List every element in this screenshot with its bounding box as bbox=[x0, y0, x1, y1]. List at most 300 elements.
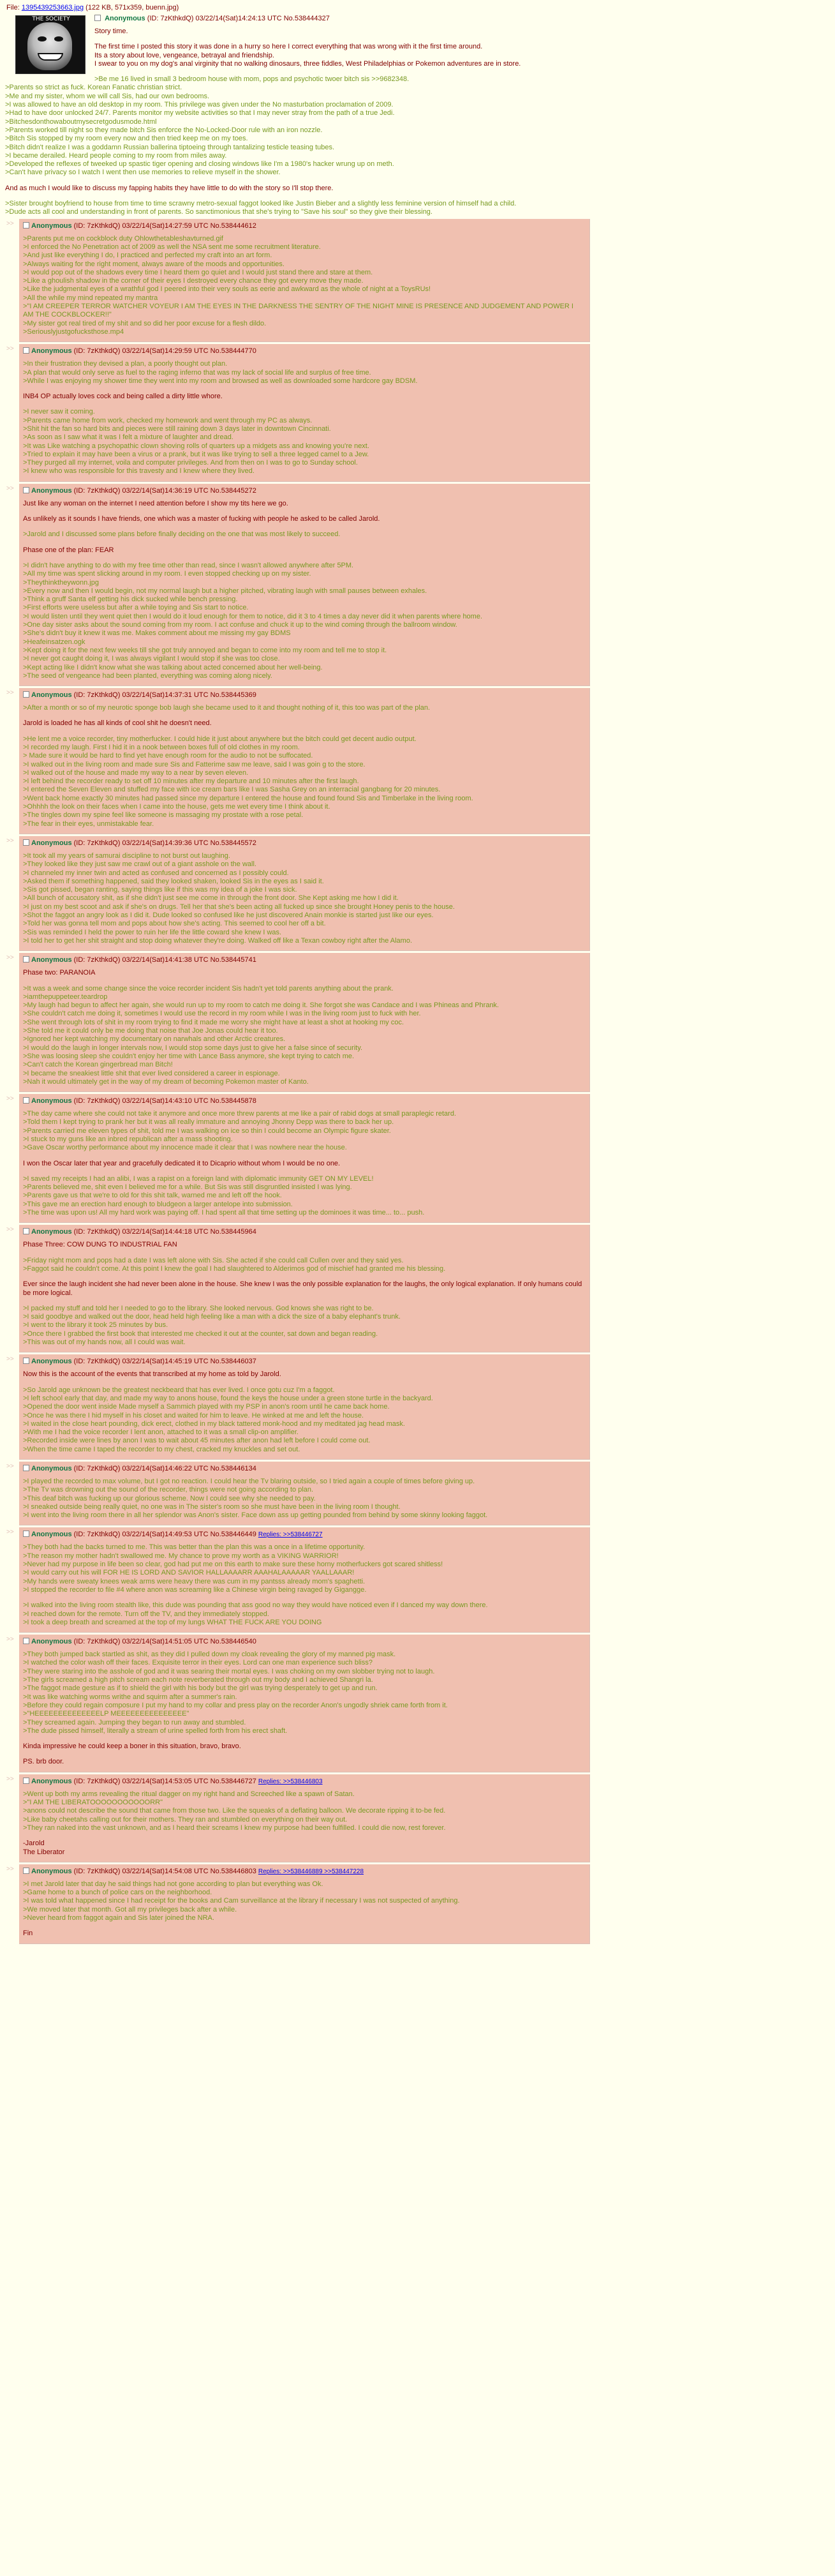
post-number[interactable]: No.538446134 bbox=[210, 1465, 256, 1472]
file-link[interactable]: 1395439253663.jpg bbox=[21, 4, 84, 11]
reply-arrows-icon: >> bbox=[6, 1463, 14, 1470]
greentext-line: >I took a deep breath and screamed at the top of my lungs WHAT THE FUCK ARE YOU DOING bbox=[23, 1618, 322, 1626]
post-number[interactable]: No.538446449 bbox=[210, 1531, 256, 1539]
post-number[interactable]: No.538446037 bbox=[210, 1358, 256, 1366]
greentext-line: >The tingles down my spine feel like someone is massaging my prostate with a rose petal. bbox=[23, 811, 304, 820]
greentext-line: >Friday night mom and pops had a date I was left alone with Sis. She acted if she could call Cullen over and they said yes. bbox=[23, 1256, 404, 1264]
post-date: 03/22/14(Sat)14:27:59 UTC bbox=[122, 221, 209, 230]
poster-name: Anonymous bbox=[31, 1465, 72, 1472]
blank-line bbox=[23, 728, 583, 735]
greentext-line: >All the while my mind repeated my mantra bbox=[23, 294, 158, 302]
greentext-line: >I channeled my inner twin and acted as confused and concerned as I possibly could. bbox=[23, 869, 289, 877]
greentext-line: >I packed my stuff and told her I needed to go to the library. She looked nervous. God knows she was right to be. bbox=[23, 1304, 374, 1312]
greentext-line: >After a month or so of my neurotic sponge bob laugh she became used to it and thought nothing of it, this too was part of the plan. bbox=[23, 704, 431, 712]
greentext-line: >Parents so strict as fuck. Korean Fanatic christian strict. bbox=[5, 84, 182, 92]
greentext-line: >Be me 16 lived in small 3 bedroom house with mom, pops and psychotic twoer bitch sis >>9682348. bbox=[94, 75, 410, 84]
poster-name: Anonymous bbox=[31, 221, 72, 230]
text-line: Its a story about love, vengeance, betrayal and friendship. bbox=[94, 51, 274, 59]
poster-id[interactable]: (ID: 7zKthkdQ) bbox=[73, 347, 121, 356]
reply-container bbox=[5, 953, 830, 1092]
greentext-line: >They screamed again. Jumping they began to run away and stumbled. bbox=[23, 1718, 246, 1726]
reply-header bbox=[23, 1637, 583, 1647]
reply-header bbox=[23, 1097, 583, 1106]
post-checkbox[interactable] bbox=[23, 1465, 29, 1471]
greentext-line: >Before they could regain composure I put my hand to my collar and press play on the recorder Anon's ungodly shriek came forth from it. bbox=[23, 1701, 448, 1709]
reply-arrows-icon: >> bbox=[6, 1865, 14, 1873]
file-label: File: bbox=[6, 4, 20, 11]
greentext-line: >I left school early that day, and made my way to anons house, found the keys the house under a green stone turtle in the backyard. bbox=[23, 1394, 433, 1402]
greentext-line: >And just like everything I do, I practiced and perfected my craft into an art form. bbox=[23, 251, 272, 260]
reply-body bbox=[23, 704, 583, 828]
greentext-line: >Tried to explain it may have been a virus or a prank, but it was like trying to sell a three legged camel to a Jew. bbox=[23, 450, 369, 458]
blank-line bbox=[5, 68, 830, 75]
poster-name: Anonymous bbox=[31, 486, 72, 495]
reply-post bbox=[19, 1774, 590, 1862]
greentext-line: >The reason my mother hadn't swallowed me. My chance to prove my worth as a VIKING WARRIOR! bbox=[23, 1552, 339, 1560]
blank-line bbox=[23, 1153, 583, 1160]
poster-name: Anonymous bbox=[31, 956, 72, 964]
greentext-line: >I went into the living room there in all her splendor was Anon's sister. Face down ass up getting pounded from behind by some skinny looking faggot. bbox=[23, 1511, 488, 1520]
post-number[interactable]: No.538446540 bbox=[210, 1638, 256, 1646]
blank-line bbox=[23, 1832, 583, 1839]
thumbnail-face bbox=[27, 22, 72, 70]
greentext-line: >Jarold and I discussed some plans before finally deciding on the one that was most likely to succeed. bbox=[23, 530, 341, 539]
greentext-line: >The day came where she could not take it anymore and once more threw parents at me like a pair of rabid dogs at small paraplegic retard. bbox=[23, 1110, 456, 1118]
greentext-line: >When the time came I taped the recorder to my chest, cracked my knuckles and set out. bbox=[23, 1445, 300, 1453]
post-checkbox[interactable] bbox=[23, 1228, 29, 1234]
reply-header bbox=[23, 1227, 583, 1237]
greentext-line: >We moved later that month. Got all my privileges back after a while. bbox=[23, 1905, 237, 1913]
backlinks[interactable]: Replies: >>538446727 bbox=[258, 1531, 323, 1539]
greentext-line: >This was out of my hands now, all I could was wait. bbox=[23, 1338, 186, 1347]
greentext-line: >I walked into the living room stealth like, this dude was pounding that ass good no way they would have noticed even if I danced my way down there. bbox=[23, 1601, 488, 1610]
post-date: 03/22/14(Sat)14:46:22 UTC bbox=[122, 1465, 209, 1472]
post-number[interactable]: No.538444327 bbox=[283, 15, 330, 22]
backlinks[interactable]: Replies: >>538446889 >>538447228 bbox=[258, 1868, 364, 1875]
reply-post bbox=[19, 1527, 590, 1633]
greentext-line: >Once there I grabbed the first book that interested me checked it out at the counter, sat down and began reading. bbox=[23, 1329, 378, 1338]
reply-container bbox=[5, 1527, 830, 1633]
greentext-line: >Sis got pissed, began ranting, saying things like if this was my idea of a joke I was sick. bbox=[23, 886, 297, 894]
reply-post bbox=[19, 836, 590, 951]
poster-id[interactable]: (ID: 7zKthkdQ) bbox=[73, 1465, 121, 1472]
greentext-line: >Went back home exactly 30 minutes had passed since my departure I entered the house and found found Sis and Timberlake in the living room. bbox=[23, 794, 473, 802]
greentext-line: >She's didn't buy it knew it was me. Makes comment about me missing my gay BDMS bbox=[23, 629, 291, 638]
poster-id[interactable]: (ID: 7zKthkdQ) bbox=[73, 691, 121, 700]
post-number[interactable]: No.538445369 bbox=[210, 691, 256, 700]
greentext-line: >Kept doing it for the next few weeks till she got truly annoyed and began to come into my room and tell me to stop it. bbox=[23, 646, 387, 654]
blank-line bbox=[5, 177, 830, 184]
greentext-line: >They purged all my internet, voila and computer privileges. And from then on I was to go to Sunday school. bbox=[23, 459, 358, 467]
poster-name: Anonymous bbox=[31, 1531, 72, 1539]
reply-post bbox=[19, 344, 590, 482]
post-checkbox[interactable] bbox=[23, 1868, 29, 1874]
greentext-line: >Me and my sister, whom we will call Sis, had our own bedrooms. bbox=[5, 92, 210, 100]
poster-id[interactable]: (ID: 7zKthkdQ) bbox=[73, 1638, 121, 1646]
post-checkbox[interactable] bbox=[23, 1778, 29, 1784]
reply-header bbox=[23, 1464, 583, 1474]
greentext-line: >Opened the door went inside Made myself a Sammich played with my PSP in anon's room until he came back home. bbox=[23, 1403, 390, 1411]
text-line: PS. brb door. bbox=[23, 1758, 64, 1766]
greentext-line: >Told her was gonna tell mom and pops about how she's acting. This seemed to cool her off a bit. bbox=[23, 920, 326, 928]
text-line: Phase one of the plan: FEAR bbox=[23, 546, 114, 554]
post-date: 03/22/14(Sat)14:51:05 UTC bbox=[122, 1638, 209, 1646]
reply-arrows-icon: >> bbox=[6, 484, 14, 492]
text-line: The Liberator bbox=[23, 1848, 65, 1856]
reply-post bbox=[19, 219, 590, 343]
blank-line bbox=[23, 1273, 583, 1280]
poster-id[interactable]: (ID: 7zKthkdQ) bbox=[73, 221, 121, 230]
reply-header bbox=[23, 221, 583, 231]
post-date: 03/22/14(Sat)14:49:53 UTC bbox=[122, 1531, 209, 1539]
greentext-line: >This gave me an erection hard enough to bludgeon a larger antelope into submission. bbox=[23, 1200, 293, 1208]
post-checkbox[interactable] bbox=[23, 487, 29, 493]
reply-header bbox=[23, 1357, 583, 1367]
reply-arrows-icon: >> bbox=[6, 689, 14, 697]
reply-header bbox=[23, 839, 583, 848]
reply-post bbox=[19, 1864, 590, 1944]
blank-line bbox=[23, 539, 583, 546]
greentext-line: >I never saw it coming. bbox=[23, 408, 95, 416]
greentext-line: >Kept acting like I didn't know what she was talking about acted concerned about her well-being. bbox=[23, 663, 323, 671]
reply-post bbox=[19, 1094, 590, 1223]
poster-id[interactable]: (ID: 7zKthkdQ) bbox=[73, 1867, 121, 1875]
greentext-line: >Faggot said he couldn't come. At this point I knew the goal I had slaughtered to Alderimos god of mischief had granted me his blessing. bbox=[23, 1264, 446, 1273]
post-date: 03/22/14(Sat)14:41:38 UTC bbox=[122, 956, 209, 964]
greentext-line: >I became the sneakiest little shit that ever lived considered a career in espionage. bbox=[23, 1069, 280, 1077]
reply-container bbox=[5, 219, 830, 343]
post-checkbox[interactable] bbox=[23, 1358, 29, 1364]
greentext-line: >Can't have privacy so I watch I went then use memories to relieve myself in the shower. bbox=[5, 168, 281, 177]
greentext-line: >A plan that would only serve as fuel to the raging inferno that was my lack of social life and surplus of free time. bbox=[23, 368, 371, 377]
greentext-line: >I met Jarold later that day he said things had not gone according to plan but everything was Ok. bbox=[23, 1880, 323, 1888]
greentext-line: >I became derailed. Heard people coming to my room from miles away. bbox=[5, 151, 227, 160]
blank-line bbox=[23, 712, 583, 719]
greentext-line: >Parents gave us that we're to old for this shit talk, warned me and left off the hook. bbox=[23, 1192, 282, 1200]
backlinks[interactable]: Replies: >>538446803 bbox=[258, 1778, 323, 1785]
poster-id[interactable]: (ID: 7zKthkdQ) bbox=[73, 956, 121, 964]
greentext-line: >Asked them if something happened, said they looked shaken, looked Sis in the eyes as I said it. bbox=[23, 877, 324, 885]
greentext-line: >They both had the backs turned to me. This was better than the plan this was a once in a lifetime opportunity. bbox=[23, 1543, 366, 1552]
post-checkbox[interactable] bbox=[23, 347, 29, 354]
text-line: Ever since the laugh incident she had never been alone in the house. She knew I was the only possible explanation for the laughs, the only logical explanation. If only humans could be more logical. bbox=[23, 1280, 584, 1297]
poster-id[interactable]: (ID: 7zKthkdQ) bbox=[73, 1777, 121, 1785]
text-line: I won the Oscar later that year and gracefully dedicated it to Dicaprio without whom I would be no one. bbox=[23, 1159, 341, 1167]
greentext-line: >The fear in their eyes, unmistakable fear. bbox=[23, 820, 154, 828]
greentext-line: >The girls screamed a high pitch scream each note reverberated through out my body and I achieved Shangri la. bbox=[23, 1676, 373, 1684]
post-checkbox[interactable] bbox=[23, 1531, 29, 1537]
text-line: I swear to you on my dog's anal virginity that no walking dinosaurs, three fiddles, West Philadelphias or Pokemon adventures are in store. bbox=[94, 59, 521, 68]
post-date: 03/22/14(Sat)14:44:18 UTC bbox=[122, 1228, 209, 1236]
poster-id[interactable]: (ID: 7zKthkdQ) bbox=[73, 1228, 121, 1236]
greentext-line: >Think a gruff Santa elf getting his dick sucked while bench pressing. bbox=[23, 595, 238, 604]
greentext-line: >I didn't have anything to do with my free time other than read, since I wasn't allowed anywhere after 5PM. bbox=[23, 561, 354, 569]
greentext-line: >Parents worked till night so they made bitch Sis enforce the No-Locked-Door rule with an iron nozzle. bbox=[5, 126, 323, 134]
post-number[interactable]: No.538445741 bbox=[210, 956, 256, 964]
post-number[interactable]: No.538444770 bbox=[210, 347, 256, 356]
reply-header bbox=[23, 347, 583, 356]
blank-line bbox=[23, 1594, 583, 1601]
blank-line bbox=[23, 1735, 583, 1742]
reply-container bbox=[5, 484, 830, 686]
post-date: 03/22/14(Sat)14:54:08 UTC bbox=[122, 1867, 209, 1875]
greentext-line: >Like the judgmental eyes of a wrathful god I peered into their very souls as eerie and awkward as the whole of night at a ToysRUs! bbox=[23, 285, 431, 294]
post-date: 03/22/14(Sat)14:53:05 UTC bbox=[122, 1777, 209, 1785]
text-line: -Jarold bbox=[23, 1839, 45, 1848]
post-checkbox[interactable] bbox=[23, 839, 29, 846]
greentext-line: >Shot the faggot an angry look as I did it. Dude looked so confused like he just discovered Anain monkie is started just like our eyes. bbox=[23, 911, 434, 920]
greentext-line: >They ran naked into the vast unknown, and as I heard their screams I knew my purpose had been fulfilled. I could die now, rest forever. bbox=[23, 1823, 446, 1832]
greentext-line: >I sneaked outside being really quiet, no one was in The sister's room so she must have been in the living room I thought. bbox=[23, 1502, 401, 1511]
greentext-line: >First efforts were useless but after a while toying and Sis start to notice. bbox=[23, 604, 249, 612]
reply-post bbox=[19, 953, 590, 1092]
greentext-line: >I walked out of the house and made my way to a near by seven eleven. bbox=[23, 768, 249, 777]
reply-header bbox=[23, 691, 583, 700]
reply-container bbox=[5, 1462, 830, 1525]
poster-name: Anonymous bbox=[31, 691, 72, 700]
blank-line bbox=[23, 1250, 583, 1257]
post-checkbox[interactable] bbox=[23, 956, 29, 962]
post-number[interactable]: No.538446803 bbox=[210, 1867, 256, 1875]
blank-line bbox=[23, 523, 583, 530]
reply-container bbox=[5, 1354, 830, 1460]
post-date: 03/22/14(Sat)14:29:59 UTC bbox=[122, 347, 209, 356]
greentext-line: >They were staring into the asshole of god and it was searing their mortal eyes. I was choking on my own slobber trying not to laugh. bbox=[23, 1667, 435, 1675]
post-date: 03/22/14(Sat)14:45:19 UTC bbox=[122, 1358, 209, 1366]
reply-container bbox=[5, 1225, 830, 1352]
reply-container bbox=[5, 1864, 830, 1944]
greentext-line: >I recorded my laugh. First I hid it in a nook between boxes full of old clothes in my room. bbox=[23, 744, 300, 751]
blank-line bbox=[5, 36, 830, 43]
greentext-line: >The time was upon us! All my hard work was paying off. I had spent all that time setting up the dominoes it was time... to... push. bbox=[23, 1209, 425, 1217]
reply-post bbox=[19, 484, 590, 686]
greentext-line: >Ignored her kept watching my documentary on narwhals and other Arctic creatures. bbox=[23, 1035, 286, 1044]
reply-body bbox=[23, 235, 583, 337]
greentext-line: >Parents believed me, shit even I believed me for a while. But Sis was still disgruntled insisted I was lying. bbox=[23, 1183, 352, 1192]
poster-id[interactable]: (ID: 7zKthkdQ) bbox=[73, 839, 121, 847]
greentext-line: >They looked like they just saw me crawl out of a giant asshole on the wall. bbox=[23, 860, 256, 869]
text-line: Jarold is loaded he has all kinds of cool shit he doesn't need. bbox=[23, 719, 212, 728]
post-number[interactable]: No.538445572 bbox=[210, 839, 256, 847]
reply-body bbox=[23, 1478, 583, 1520]
reply-post bbox=[19, 688, 590, 834]
reply-body bbox=[23, 1370, 583, 1454]
reply-body bbox=[23, 360, 583, 476]
reply-container bbox=[5, 1774, 830, 1862]
greentext-line: >I saved my receipts I had an alibi, I was a rapist on a foreign land with diplomatic immunity GET ON MY LEVEL! bbox=[23, 1174, 374, 1183]
greentext-line: >Heafeinsatzen.ogk bbox=[23, 638, 85, 646]
blank-line bbox=[23, 555, 583, 562]
greentext-line: >Always waiting for the right moment, always aware of the moods and opportunities. bbox=[23, 260, 284, 268]
reply-container bbox=[5, 344, 830, 482]
greentext-line: >Told them I kept trying to prank her but it was all really immature and annoying Jhonny Depp was there to back her up. bbox=[23, 1118, 394, 1127]
greentext-line: >With me I had the voice recorder I lent anon, attached to it was a small clip-on amplifier. bbox=[23, 1428, 299, 1437]
greentext-line: >It was Like watching a psychopathic clown shoving rolls of quarters up a midgets ass and knowing you're next. bbox=[23, 442, 369, 450]
reply-header bbox=[23, 1777, 583, 1786]
post-number[interactable]: No.538446727 bbox=[210, 1777, 256, 1785]
greentext-line: >I would listen until they went quiet then I would do it loud enough for them to notice, did it 3 to 4 times a day never did it when parents where home. bbox=[23, 612, 483, 620]
greentext-line: >Can't catch the Korean gingerbread man Bitch! bbox=[23, 1061, 173, 1069]
greentext-line: >Shit hit the fan so hard bits and pieces were still raining down 3 days later in downtown Cincinnati. bbox=[23, 424, 331, 433]
greentext-line: >I stuck to my guns like an inbred republican after a mass shooting. bbox=[23, 1135, 233, 1143]
text-line: And as much I would like to discuss my fapping habits they have little to do with the story so I'll stop there. bbox=[5, 184, 334, 192]
greentext-line: >As soon as I saw what it was I felt a mixture of laughter and dread. bbox=[23, 433, 233, 442]
greentext-line: >Ohhhh the look on their faces when I came into the house, gets me wet every time I think about it. bbox=[23, 803, 330, 811]
post-number[interactable]: No.538445878 bbox=[210, 1097, 256, 1105]
greentext-line: >Sis was reminded I held the power to ruin her life the little coward she knew I was. bbox=[23, 928, 282, 936]
reply-body bbox=[23, 1543, 583, 1627]
greentext-line: >My hands were sweaty knees weak arms were heavy there was cum in my pantsss already mom's spaghetti. bbox=[23, 1577, 366, 1585]
op-body bbox=[5, 27, 830, 217]
poster-name: Anonymous bbox=[31, 1097, 72, 1105]
blank-line bbox=[5, 193, 830, 200]
greentext-line: >The dude pissed himself, literally a stream of urine spelled forth from his erect shaft. bbox=[23, 1726, 288, 1735]
post-number[interactable]: No.538444612 bbox=[210, 221, 256, 230]
text-line: Phase Three: COW DUNG TO INDUSTRIAL FAN bbox=[23, 1241, 177, 1249]
blank-line bbox=[23, 978, 583, 985]
reply-body bbox=[23, 1110, 583, 1217]
reply-container bbox=[5, 1094, 830, 1223]
greentext-line: >All bunch of accusatory shit, as if she didn't just see me come in through the front door. She Kept asking me how I did it. bbox=[23, 894, 399, 902]
greentext-line: >The faggot made gesture as if to shield the girl with his body but the girl was trying desperately to get up and run. bbox=[23, 1684, 378, 1693]
greentext-line: >Like a ghoulish shadow in the corner of their eyes I destroyed every chance they got every move they made. bbox=[23, 277, 364, 285]
reply-body bbox=[23, 969, 583, 1086]
reply-arrows-icon: >> bbox=[6, 954, 14, 962]
reply-post bbox=[19, 1462, 590, 1525]
greentext-line: >"I AM THE LIBERATOOOOOOOOOOORR" bbox=[23, 1799, 163, 1807]
greentext-line: >It was a week and some change since the voice recorder incident Sis hadn't yet told parents anything about the prank. bbox=[23, 984, 394, 992]
greentext-line: >Dude acts all cool and understanding in front of parents. So sanctimonious that she's trying to "Save his soul" so they give their blessing. bbox=[5, 208, 432, 216]
greentext-line: >Bitch didn't realize I was a goddamn Russian ballerina tiptoeing through tantalizing testicle teasing tubes. bbox=[5, 143, 335, 151]
reply-body bbox=[23, 1241, 583, 1347]
greentext-line: >She went through lots of shit in my room trying to find it made me worry she might have at least a shot at hooking my coc. bbox=[23, 1018, 404, 1026]
post-number[interactable]: No.538445272 bbox=[210, 486, 256, 495]
reply-body bbox=[23, 852, 583, 945]
reply-body bbox=[23, 1651, 583, 1767]
post-number[interactable]: No.538445964 bbox=[210, 1228, 256, 1236]
poster-name: Anonymous bbox=[31, 1358, 72, 1366]
greentext-line: >Parents put me on cockblock duty Ohlowthetableshavturned.gif bbox=[23, 234, 223, 243]
post-date: 03/22/14(Sat)14:37:31 UTC bbox=[122, 691, 209, 700]
reply-container bbox=[5, 688, 830, 834]
greentext-line: >Like baby cheetahs calling out for their mothers. They ran and stumbled on everything on their way out. bbox=[23, 1815, 348, 1823]
greentext-line: >I waited in the close heart pounding, dick erect, clothed in my black tattered monk-hood and my meditated jag head mask. bbox=[23, 1419, 405, 1428]
reply-arrows-icon: >> bbox=[6, 1636, 14, 1644]
greentext-line: >I entered the Seven Eleven and stuffed my face with ice cream bars like I was Sasha Grey on an interracial gangbang for 20 minutes. bbox=[23, 786, 441, 794]
post-date: 03/22/14(Sat)14:43:10 UTC bbox=[122, 1097, 209, 1105]
greentext-line: >The seed of vengeance had been planted, everything was coming along nicely. bbox=[23, 671, 272, 680]
greentext-line: >I was allowed to have an old desktop in my room. This privilege was given under the No masturbation proclamation of 2009. bbox=[5, 101, 394, 109]
greentext-line: >anons could not describe the sound that came from those two. Like the squeaks of a deflating balloon. We decorate ripping it to-be fed. bbox=[23, 1807, 446, 1815]
greentext-line: >I would pop out of the shadows every time I heard them go quiet and I would just stand there and stare at them. bbox=[23, 268, 373, 276]
file-meta: (122 KB, 571x359, buenn.jpg) bbox=[85, 4, 179, 11]
greentext-line: >Parents carried me eleven types of shit, told me I was walking on ice so thin I could become an Olympic figure skater. bbox=[23, 1127, 391, 1135]
greentext-line: >I enforced the No Penetration act of 2009 as well the NSA sent me some recruitment literature. bbox=[23, 243, 321, 251]
greentext-line: >Had to have door unlocked 24/7. Parents monitor my website activities so that I may never stray from the path of a true Jedi. bbox=[5, 109, 395, 117]
text-line: Now this is the account of the events that transcribed at my home as told by Jarold. bbox=[23, 1370, 281, 1379]
greentext-line: >"HEEEEEEEEEEEEEELP MEEEEEEEEEEEEEEE" bbox=[23, 1710, 189, 1718]
greentext-line: >Seriouslyjustgofucksthose.mp4 bbox=[23, 327, 124, 336]
blank-line bbox=[23, 1379, 583, 1386]
reply-arrows-icon: >> bbox=[6, 345, 14, 353]
op-header bbox=[5, 14, 830, 24]
reply-arrows-icon: >> bbox=[6, 1095, 14, 1103]
reply-arrows-icon: >> bbox=[6, 837, 14, 844]
poster-name: Anonymous bbox=[31, 347, 72, 356]
post-checkbox[interactable] bbox=[23, 222, 29, 228]
greentext-line: >Never had my purpose in life been so clear, god had put me on this earth to make sure these horny motherfuckers got scared shitless! bbox=[23, 1561, 443, 1569]
greentext-line: >iamthepuppeteer.teardrop bbox=[23, 992, 108, 1001]
reply-arrows-icon: >> bbox=[6, 1529, 14, 1536]
greentext-line: >I told her to get her shit straight and stop doing whatever they're doing. Walked off like a Texan cowboy right after the Alamo. bbox=[23, 936, 413, 945]
post-checkbox[interactable] bbox=[94, 15, 101, 21]
text-line: As unlikely as it sounds I have friends, one which was a master of fucking with people he asked to be called Jarold. bbox=[23, 515, 380, 523]
greentext-line: >I just on my best scoot and ask if she's on drugs. Tell her that she's been acting all fucked up since she brought Honey penis to the house. bbox=[23, 902, 455, 911]
greentext-line: >"I AM CREEPER TERROR WATCHER VOYEUR I AM THE EYES IN THE DARKNESS THE SENTRY OF THE NIGHT MINE IS PRESENCE AND JUDGEMENT AND POWER I AM THE COCKBLOCKER!!" bbox=[23, 303, 575, 319]
post-date: 03/22/14(Sat)14:24:13 UTC bbox=[195, 15, 282, 22]
text-line: Phase two: PARANOIA bbox=[23, 969, 96, 977]
greentext-line: >I would carry out his will FOR HE IS LORD AND SAVIOR HALLAAAARR AAAHALAAAAAR YAALLAAAR! bbox=[23, 1569, 355, 1577]
poster-name: Anonymous bbox=[31, 1228, 72, 1236]
poster-id[interactable]: (ID: 7zKthkdQ) bbox=[73, 486, 121, 495]
reply-container bbox=[5, 1635, 830, 1772]
greentext-line: >I was told what happened since I had receipt for the books and Cam surveillance at the library if necessary I was not suspected of anything. bbox=[23, 1897, 460, 1905]
greentext-line: >Never heard from faggot again and Sis later joined the NRA. bbox=[23, 1913, 214, 1922]
reply-body bbox=[23, 1880, 583, 1938]
greentext-line: >She was loosing sleep she couldn't enjoy her time with Lance Bass anymore, she kept trying to catch me. bbox=[23, 1052, 355, 1060]
poster-id[interactable]: (ID: 7zKthkdQ) bbox=[73, 1358, 121, 1366]
op-post bbox=[5, 14, 830, 217]
text-line: Fin bbox=[23, 1929, 33, 1938]
poster-id[interactable]: (ID: 7zKthkdQ) bbox=[73, 1097, 121, 1105]
poster-id[interactable]: (ID: 7zKthkdQ) bbox=[147, 15, 194, 22]
greentext-line: >Parents came home from work, checked my homework and went through my PC as always. bbox=[23, 416, 313, 424]
post-date: 03/22/14(Sat)14:36:19 UTC bbox=[122, 486, 209, 495]
poster-name: Anonymous bbox=[31, 839, 72, 847]
greentext-line: >She told me it could only be me doing that noise that Joe Jonas could hear it too. bbox=[23, 1027, 278, 1035]
poster-id[interactable]: (ID: 7zKthkdQ) bbox=[73, 1531, 121, 1539]
post-checkbox[interactable] bbox=[23, 1638, 29, 1644]
greentext-line: >I never got caught doing it, I was always vigilant I would stop if she was too close. bbox=[23, 655, 280, 663]
greentext-line: >They both jumped back startled as shit, as they did I pulled down my cloak revealing the glory of my manned pig mask. bbox=[23, 1651, 396, 1659]
blank-line bbox=[23, 1751, 583, 1758]
file-info bbox=[6, 4, 830, 11]
greentext-line: >Developed the reflexes of tweeked up spastic tiger opening and closing windows like I'm a 1980's hacker wrung up on meth. bbox=[5, 160, 394, 168]
greentext-line: >I played the recorded to max volume, but I got no reaction. I could hear the Tv blaring outside, so I tried again a couple of times before giving up. bbox=[23, 1478, 475, 1485]
greentext-line: >Bitchesdonthowaboutmysecretgodusmode.html bbox=[5, 117, 157, 126]
reply-post bbox=[19, 1225, 590, 1352]
reply-post bbox=[19, 1354, 590, 1460]
greentext-line: >Theythinktheywonn.jpg bbox=[23, 578, 99, 587]
poster-name: Anonymous bbox=[31, 1638, 72, 1646]
greentext-line: >My laugh had begun to affect her again, she would run up to my room to catch me doing it. She forgot she was Candace and I was Phineas and Phrank. bbox=[23, 1001, 499, 1010]
post-checkbox[interactable] bbox=[23, 1097, 29, 1104]
blank-line bbox=[23, 386, 583, 393]
greentext-line: >So Jarold age unknown be the greatest neckbeard that has ever lived. I once gotu cuz I'm a faggot. bbox=[23, 1386, 335, 1394]
text-line: INB4 OP actually loves cock and being called a dirty little whore. bbox=[23, 393, 223, 401]
reply-arrows-icon: >> bbox=[6, 1775, 14, 1783]
greentext-line: >I reached down for the remote. Turn off the TV, and they immediately stopped. bbox=[23, 1610, 269, 1618]
poster-name: Anonymous bbox=[31, 1867, 72, 1875]
op-thumbnail[interactable] bbox=[15, 15, 85, 74]
greentext-line: >While I was enjoying my shower time they went into my room and browsed as well as downloaded some hardcore gay BDSM. bbox=[23, 377, 418, 385]
poster-name: Anonymous bbox=[31, 1777, 72, 1785]
post-checkbox[interactable] bbox=[23, 691, 29, 698]
greentext-line: >Gave Oscar worthy performance about my innocence made it clear that I was nowhere near the house. bbox=[23, 1144, 347, 1152]
greentext-line: >Nah it would ultimately get in the way of my dream of becoming Pokemon master of Kanto. bbox=[23, 1077, 309, 1086]
greentext-line: >It was like watching worms writhe and squirm after a summer's rain. bbox=[23, 1693, 237, 1701]
greentext-line: >This deaf bitch was fucking up our glorious scheme. Now I could see why she needed to pay. bbox=[23, 1494, 316, 1502]
